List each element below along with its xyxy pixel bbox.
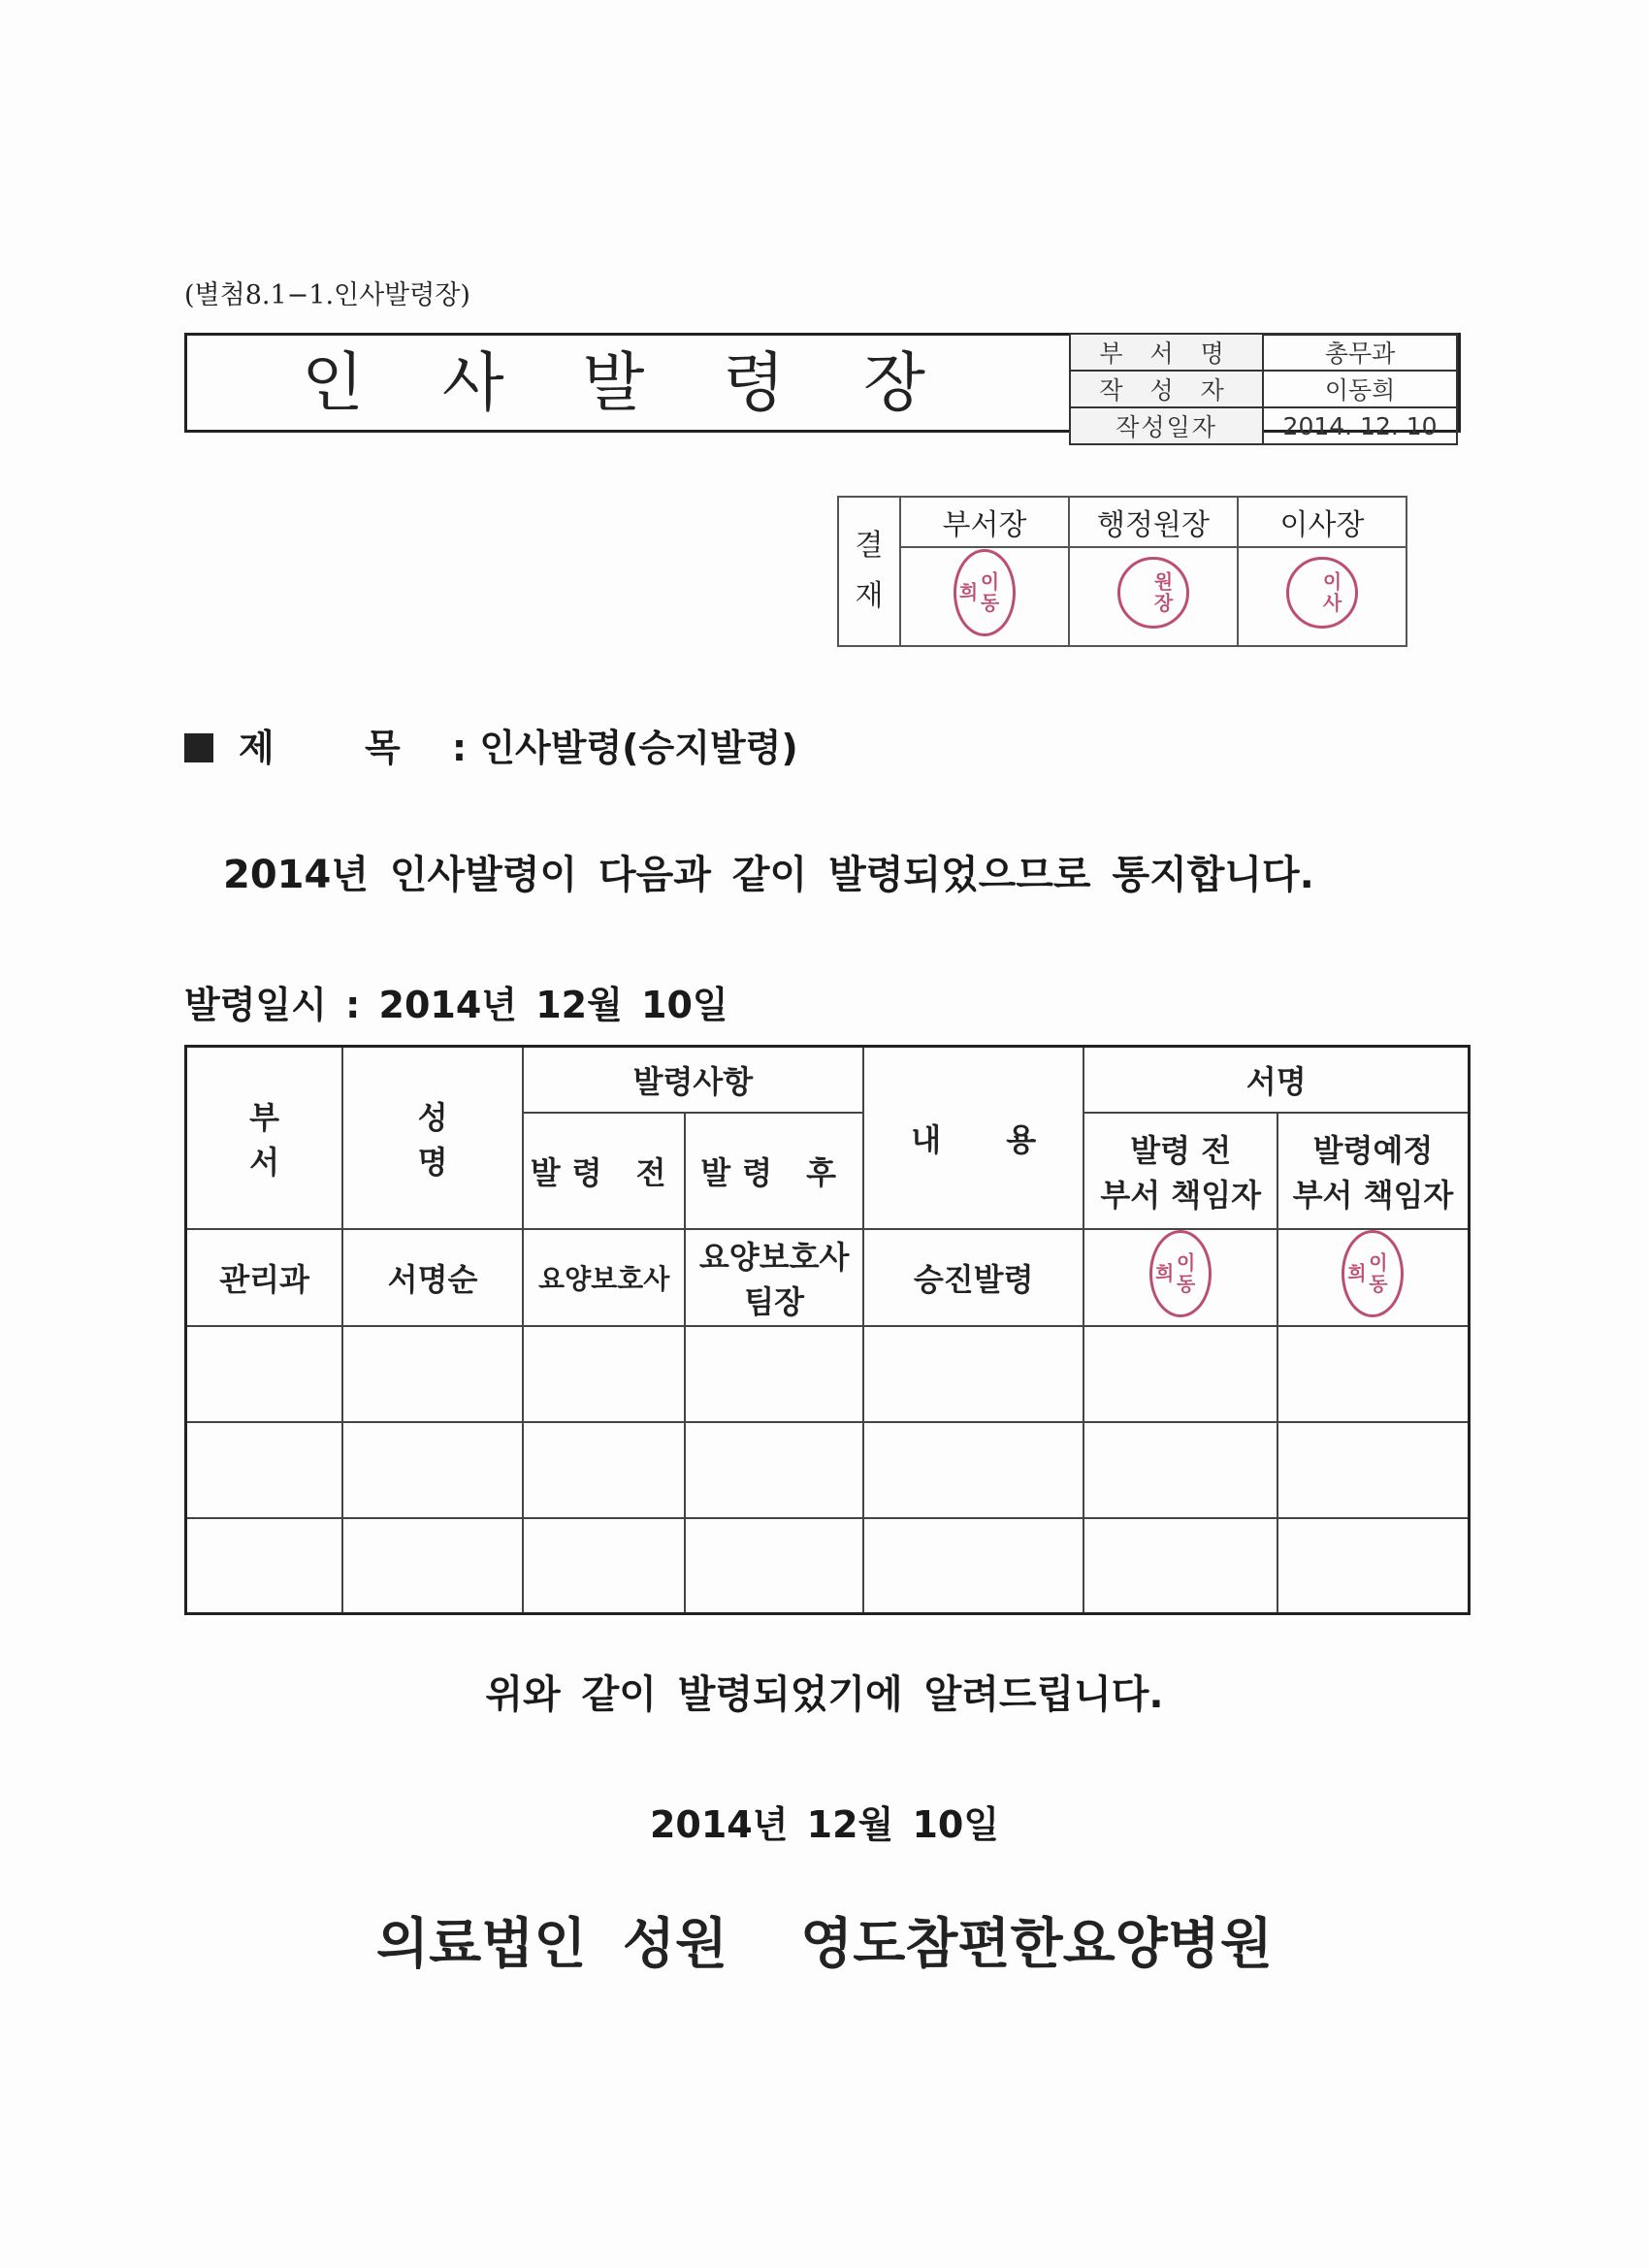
closing-text: 위와 같이 발령되었기에 알려드립니다. xyxy=(485,1672,1164,1717)
approval-side-char: 재 xyxy=(855,579,884,613)
closing-date: 2014년 12월 10일 xyxy=(649,1803,1000,1846)
table-row xyxy=(186,1326,1470,1422)
header-before: 발령 전 xyxy=(523,1113,686,1229)
cell-name: 서명순 xyxy=(342,1229,523,1326)
subject-line xyxy=(184,718,798,771)
subject-separator: : xyxy=(451,727,468,769)
meta-key-department: 부 서 명 xyxy=(1070,334,1263,371)
seal-stamp: 이동희 xyxy=(954,549,1016,636)
cell-after xyxy=(685,1229,863,1326)
meta-key-date: 작성일자 xyxy=(1070,407,1263,444)
effective-date-label: 발령일시 xyxy=(184,984,327,1026)
meta-table xyxy=(1069,333,1458,445)
cell-sign-after xyxy=(1277,1229,1470,1326)
cell-before: 요양보호사 xyxy=(523,1229,686,1326)
meta-value-department: 총무과 xyxy=(1263,334,1457,371)
header-name: 성 명 xyxy=(342,1047,523,1229)
personnel-order-table xyxy=(184,1045,1471,1615)
approval-side-char: 결 xyxy=(855,529,884,563)
effective-date-value: 2014년 12월 10일 xyxy=(378,984,728,1026)
header-sign-after-line2: 부서 책임자 xyxy=(1292,1176,1454,1214)
organization-name: 의료법인 성원 영도참편한요양병원 xyxy=(376,1913,1273,1976)
table-row xyxy=(186,1422,1470,1518)
meta-row xyxy=(1070,334,1457,371)
attachment-label: (별첨8.1−1.인사발령장) xyxy=(184,280,470,310)
seal-stamp: 이사 xyxy=(1286,557,1358,629)
approval-signature-chairman xyxy=(1238,547,1406,646)
approval-role-dept-head: 부서장 xyxy=(900,497,1069,547)
seal-stamp: 이동희 xyxy=(1149,1230,1212,1317)
meta-value-date: 2014. 12. 10 xyxy=(1263,407,1457,444)
approval-side-label xyxy=(838,497,900,646)
header-content: 내 용 xyxy=(863,1047,1084,1229)
header-after: 발령 후 xyxy=(685,1113,863,1229)
approval-box xyxy=(837,496,1407,647)
approval-signature-admin-director xyxy=(1069,547,1238,646)
cell-after-line1: 요양보호사 xyxy=(698,1238,850,1276)
cell-after-line2: 팀장 xyxy=(744,1282,805,1320)
approval-role-admin-director: 행정원장 xyxy=(1069,497,1238,547)
document-title: 인 사 발 령 장 xyxy=(302,345,954,420)
subject-value: 인사발령(승지발령) xyxy=(479,727,798,769)
header-sign-after xyxy=(1277,1113,1470,1229)
header-sign-before xyxy=(1083,1113,1277,1229)
cell-content: 승진발령 xyxy=(863,1229,1084,1326)
subject-label: 제 목 xyxy=(239,727,439,769)
header-sign-before-line1: 발령 전 xyxy=(1130,1131,1232,1169)
header-sign-before-line2: 부서 책임자 xyxy=(1100,1176,1262,1214)
cell-department: 관리과 xyxy=(186,1229,343,1326)
cell-sign-before xyxy=(1083,1229,1277,1326)
seal-stamp: 원장 xyxy=(1117,557,1189,629)
meta-row xyxy=(1070,371,1457,407)
meta-value-author: 이동희 xyxy=(1263,371,1457,407)
approval-role-chairman: 이사장 xyxy=(1238,497,1406,547)
notice-text: 2014년 인사발령이 다음과 같이 발령되었으므로 통지합니다. xyxy=(223,853,1314,897)
title-box xyxy=(184,333,1461,441)
approval-signature-dept-head xyxy=(900,547,1069,646)
effective-date-line xyxy=(184,975,728,1028)
effective-date-separator: : xyxy=(345,984,361,1026)
header-department: 부 서 xyxy=(186,1047,343,1229)
header-order-group: 발령사항 xyxy=(523,1047,863,1113)
square-bullet-icon xyxy=(184,733,213,762)
table-row xyxy=(186,1518,1470,1614)
meta-key-author: 작 성 자 xyxy=(1070,371,1263,407)
meta-row xyxy=(1070,407,1457,444)
seal-stamp: 이동희 xyxy=(1342,1230,1404,1317)
header-sign-after-line1: 발령예정 xyxy=(1312,1131,1434,1169)
table-row xyxy=(186,1229,1470,1326)
header-signature-group: 서명 xyxy=(1083,1047,1469,1113)
